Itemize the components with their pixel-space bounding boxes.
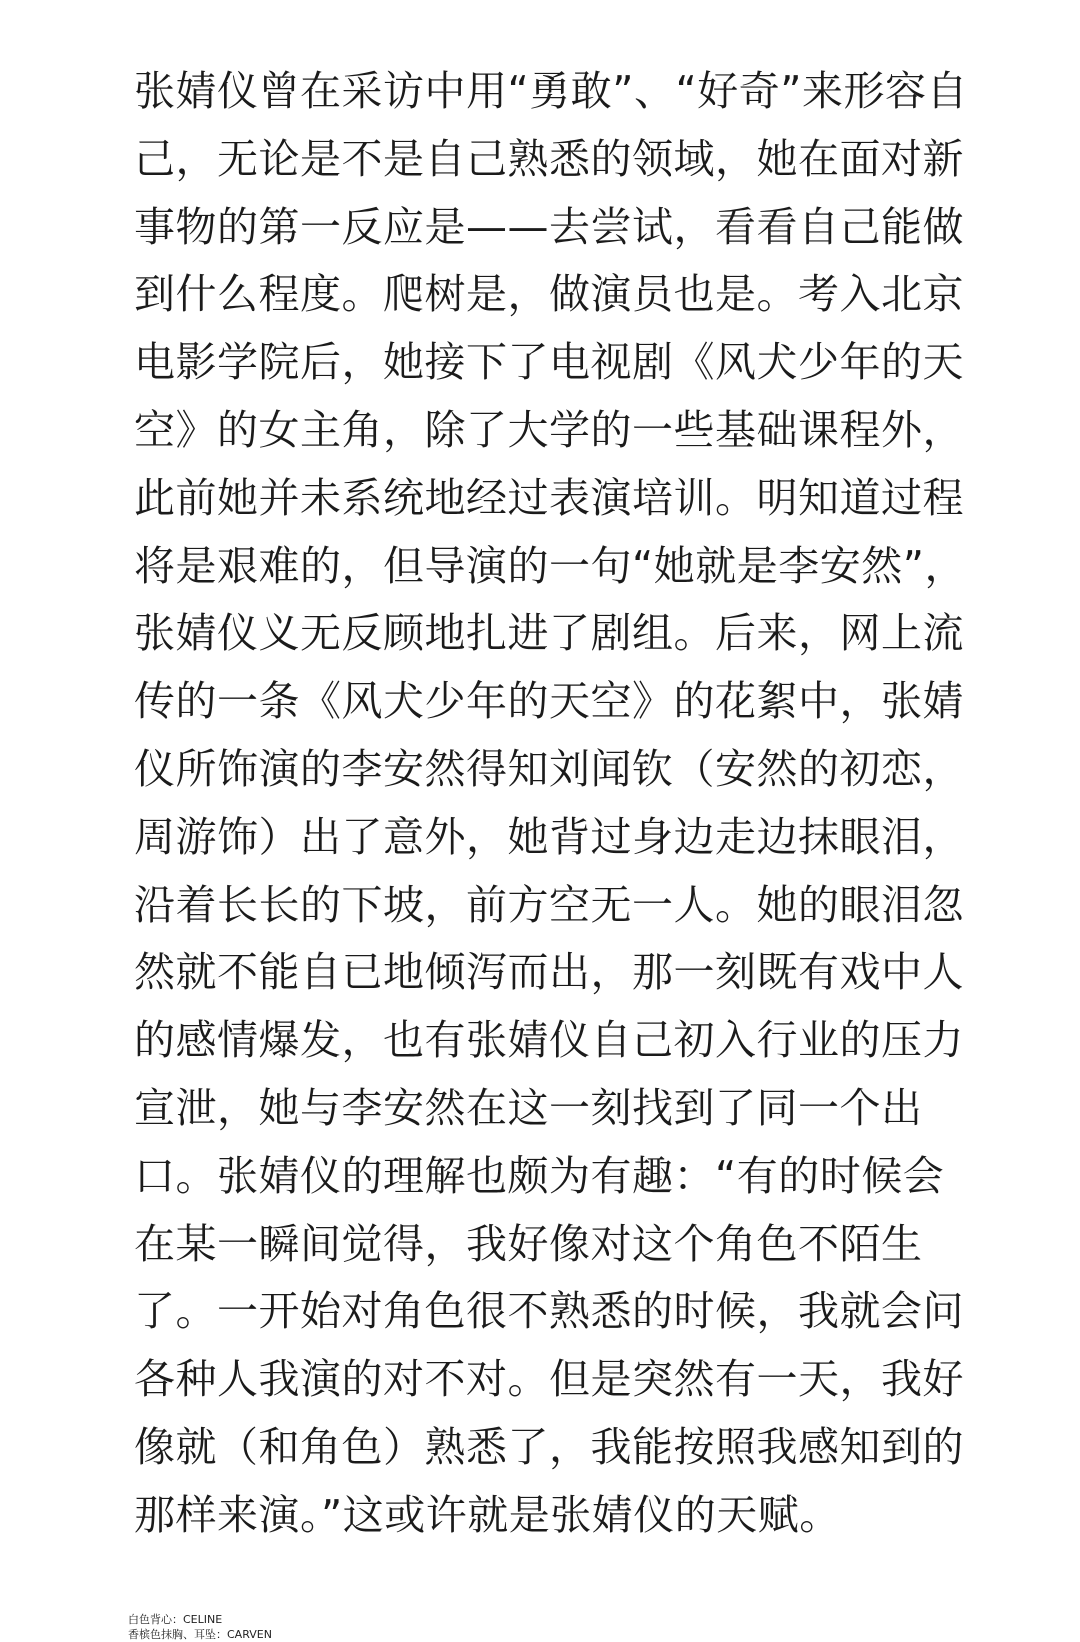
paragraph-line: 张婧仪义无反顾地扎进了剧组。后来，网上流 (134, 609, 964, 658)
paragraph-line: 口。张婧仪的理解也颇为有趣：“有的时候会 (134, 1151, 945, 1200)
paragraph-line: 周游饰）出了意外，她背过身边走边抹眼泪， (134, 812, 964, 861)
paragraph-line: 沿着长长的下坡，前方空无一人。她的眼泪忽 (134, 880, 964, 929)
wardrobe-credits (128, 1612, 528, 1642)
paragraph-line: 己，无论是不是自己熟悉的领域，她在面对新 (134, 134, 964, 183)
article-body (134, 58, 968, 1550)
paragraph-line: 然就不能自已地倾泻而出，那一刻既有戏中人 (134, 948, 964, 997)
paragraph-line: 电影学院后，她接下了电视剧《风犬少年的天 (134, 338, 964, 387)
paragraph-line: 在某一瞬间觉得，我好像对这个角色不陌生 (134, 1219, 923, 1268)
paragraph-line: 空》的女主角，除了大学的一些基础课程外， (134, 405, 964, 454)
paragraph-line: 各种人我演的对不对。但是突然有一天，我好 (134, 1355, 964, 1404)
paragraph-line: 将是艰难的，但导演的一句“她就是李安然”， (134, 541, 966, 590)
paragraph-line: 了。一开始对角色很不熟悉的时候，我就会问 (134, 1287, 964, 1336)
paragraph-line: 像就（和角色）熟悉了，我能按照我感知到的 (134, 1422, 964, 1471)
paragraph-line: 那样来演。”这或许就是张婧仪的天赋。 (134, 1490, 841, 1539)
credit-line: 白色背心：CELINE (128, 1613, 223, 1626)
paragraph-line: 宣泄，她与李安然在这一刻找到了同一个出 (134, 1083, 923, 1132)
paragraph-line: 传的一条《风犬少年的天空》的花絮中，张婧 (134, 677, 964, 726)
paragraph-line: 此前她并未系统地经过表演培训。明知道过程 (134, 473, 964, 522)
paragraph-line: 事物的第一反应是——去尝试，看看自己能做 (134, 202, 964, 251)
paragraph-line: 的感情爆发，也有张婧仪自己初入行业的压力 (134, 1016, 964, 1065)
paragraph-line: 仪所饰演的李安然得知刘闻钦（安然的初恋， (134, 744, 964, 793)
credit-line: 香槟色抹胸、耳坠：CARVEN (128, 1628, 272, 1641)
paragraph-line: 到什么程度。爬树是，做演员也是。考入北京 (134, 270, 964, 319)
paragraph-line: 张婧仪曾在采访中用“勇敢”、“好奇”来形容自 (134, 67, 968, 115)
